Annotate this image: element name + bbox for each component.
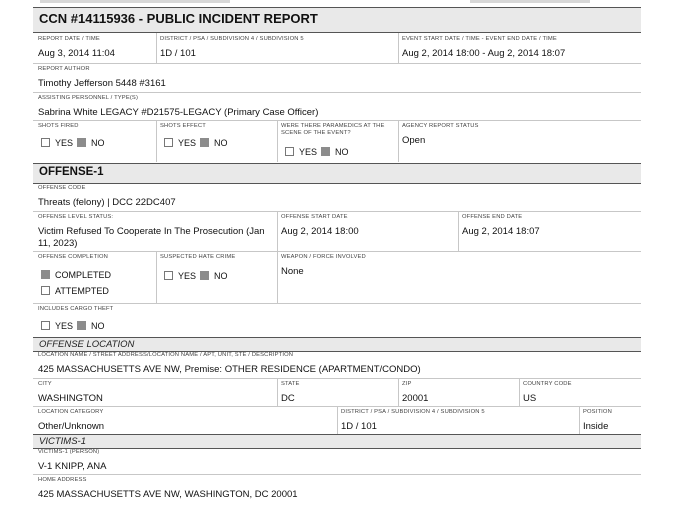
paramedics-yes-label: YES: [299, 147, 318, 157]
cargo-no-label: NO: [91, 321, 105, 331]
zip-label: ZIP: [402, 381, 412, 387]
offense-section-bar: [33, 163, 641, 184]
attempted-checkbox[interactable]: [41, 286, 50, 295]
offense-end-field: [462, 214, 637, 238]
hate-crime-options: [164, 271, 228, 281]
row-divider: [33, 92, 641, 93]
offense-start-field: [281, 214, 456, 238]
weapon-value: None: [281, 266, 304, 277]
report-title: CCN #14115936 - PUBLIC INCIDENT REPORT: [39, 11, 318, 26]
row-divider: [33, 303, 641, 304]
position-value: Inside: [583, 421, 609, 432]
report-author-value: Timothy Jefferson 5448 #3161: [38, 78, 166, 89]
location-name-value: 425 MASSACHUSETTS AVE NW, Premise: OTHER RESIDENCE (APARTMENT/CONDO): [38, 364, 421, 375]
completed-label: COMPLETED: [55, 270, 112, 280]
paramedics-label-line2: SCENE OF THE EVENT?: [281, 130, 351, 136]
event-dates-label: EVENT START DATE / TIME - EVENT END DATE / TIME: [402, 36, 557, 42]
home-address-value: 425 MASSACHUSETTS AVE NW, WASHINGTON, DC 20001: [38, 489, 298, 500]
country-value: US: [523, 393, 537, 404]
shots-effect-yes-checkbox[interactable]: [164, 138, 173, 147]
row-divider: [33, 378, 641, 379]
row-divider: [33, 251, 641, 252]
divider: [337, 406, 338, 434]
divider: [579, 406, 580, 434]
row-divider: [33, 211, 641, 212]
paramedics-no-label: NO: [335, 147, 349, 157]
hate-crime-no-checkbox[interactable]: [200, 271, 209, 280]
shots-effect-yes-label: YES: [178, 138, 197, 148]
shots-fired-label: SHOTS FIRED: [38, 123, 79, 129]
zip-value: 20001: [402, 393, 429, 404]
assisting-personnel-label: ASSISTING PERSONNEL / TYPE(S): [38, 95, 139, 101]
location-category-field: [38, 409, 333, 433]
location-district-value: 1D / 101: [341, 421, 377, 432]
divider: [398, 378, 399, 406]
location-name-field: [38, 352, 638, 376]
district-label: DISTRICT / PSA / SUBDIVISION 4 / SUBDIVISION 5: [160, 36, 304, 42]
cargo-theft-field: [38, 306, 113, 313]
incident-report: [33, 0, 641, 507]
cargo-theft-options: [41, 321, 105, 331]
paramedics-no-checkbox[interactable]: [321, 147, 330, 156]
city-label: CITY: [38, 381, 52, 387]
state-value: DC: [281, 393, 295, 404]
shots-effect-no-checkbox[interactable]: [200, 138, 209, 147]
event-dates-value: Aug 2, 2014 18:00 - Aug 2, 2014 18:07: [402, 48, 566, 59]
hate-crime-yes-checkbox[interactable]: [164, 271, 173, 280]
shots-fired-field: [38, 123, 79, 130]
shots-effect-options: [164, 138, 228, 148]
divider: [458, 211, 459, 251]
offense-level-field: [38, 214, 276, 250]
offense-completed-option: [41, 270, 111, 280]
divider: [156, 251, 157, 303]
offense-code-value: Threats (felony) | DCC 22DC407: [38, 197, 176, 208]
event-dates-field: [402, 36, 638, 60]
divider: [277, 251, 278, 303]
location-category-label: LOCATION CATEGORY: [38, 409, 104, 415]
offense-attempted-option: [41, 286, 109, 296]
cargo-yes-label: YES: [55, 321, 74, 331]
report-author-field: [38, 66, 628, 90]
offense-level-label: OFFENSE LEVEL STATUS:: [38, 214, 114, 220]
shots-fired-yes-label: YES: [55, 138, 74, 148]
agency-status-field: [402, 123, 602, 147]
divider: [277, 120, 278, 162]
agency-status-value: Open: [402, 135, 426, 146]
paramedics-yes-checkbox[interactable]: [285, 147, 294, 156]
offense-section-title: OFFENSE-1: [39, 166, 104, 178]
hate-crime-label: SUSPECTED HATE CRIME: [160, 254, 236, 260]
location-district-field: [341, 409, 576, 433]
row-divider: [33, 474, 641, 475]
row-divider: [33, 120, 641, 121]
assisting-personnel-value: Sabrina White LEGACY #D21575-LEGACY (Primary Case Officer): [38, 107, 319, 118]
weapon-field: [281, 254, 481, 278]
offense-completion-label: OFFENSE COMPLETION: [38, 254, 109, 260]
report-date-value: Aug 3, 2014 11:04: [38, 48, 115, 59]
weapon-label: WEAPON / FORCE INVOLVED: [281, 254, 366, 260]
report-date-label: REPORT DATE / TIME: [38, 36, 100, 42]
shots-effect-label: SHOTS EFFECT: [160, 123, 206, 129]
shots-fired-yes-checkbox[interactable]: [41, 138, 50, 147]
hate-crime-field: [160, 254, 235, 261]
position-label: POSITION: [583, 409, 612, 415]
attempted-label: ATTEMPTED: [55, 286, 109, 296]
home-address-field: [38, 477, 628, 501]
offense-level-line2: 11, 2023): [38, 238, 78, 249]
paramedics-options: [285, 147, 349, 157]
divider: [398, 33, 399, 63]
divider: [277, 378, 278, 406]
shots-fired-no-label: NO: [91, 138, 105, 148]
cargo-yes-checkbox[interactable]: [41, 321, 50, 330]
state-field: [281, 381, 391, 405]
cargo-theft-label: INCLUDES CARGO THEFT: [38, 306, 114, 312]
offense-location-bar: [33, 337, 641, 352]
country-label: COUNTRY CODE: [523, 381, 572, 387]
district-field: [160, 36, 395, 60]
offense-code-label: OFFENSE CODE: [38, 185, 86, 191]
city-field: [38, 381, 273, 405]
hate-crime-yes-label: YES: [178, 271, 197, 281]
report-date-field: [38, 36, 153, 60]
city-value: WASHINGTON: [38, 393, 103, 404]
paramedics-field: [281, 123, 396, 137]
offense-end-label: OFFENSE END DATE: [462, 214, 523, 220]
paramedics-label-line1: WERE THERE PARAMEDICS AT THE: [281, 123, 385, 129]
divider: [156, 120, 157, 162]
report-title-bar: [33, 7, 641, 33]
location-district-label: DISTRICT / PSA / SUBDIVISION 4 / SUBDIVISION 5: [341, 409, 485, 415]
state-label: STATE: [281, 381, 300, 387]
divider: [519, 378, 520, 406]
victim-person-value: V-1 KNIPP, ANA: [38, 461, 107, 472]
shots-fired-no-checkbox[interactable]: [77, 138, 86, 147]
row-divider: [33, 63, 641, 64]
completed-checkbox[interactable]: [41, 270, 50, 279]
home-address-label: HOME ADDRESS: [38, 477, 87, 483]
shots-effect-field: [160, 123, 206, 130]
offense-location-title: OFFENSE LOCATION: [39, 339, 135, 350]
shots-fired-options: [41, 138, 105, 148]
offense-start-label: OFFENSE START DATE: [281, 214, 348, 220]
victim-person-label: VICTIMS-1 (PERSON): [38, 449, 100, 455]
district-value: 1D / 101: [160, 48, 196, 59]
country-field: [523, 381, 633, 405]
location-category-value: Other/Unknown: [38, 421, 105, 432]
assisting-personnel-field: [38, 95, 628, 119]
cargo-no-checkbox[interactable]: [77, 321, 86, 330]
offense-start-value: Aug 2, 2014 18:00: [281, 226, 359, 237]
hate-crime-no-label: NO: [214, 271, 228, 281]
offense-completion-field: [38, 254, 108, 261]
victim-person-field: [38, 449, 628, 473]
location-name-label: LOCATION NAME / STREET ADDRESS/LOCATION NAME / APT, UNIT, STE / DESCRIPTION: [38, 352, 294, 358]
offense-level-line1: Victim Refused To Cooperate In The Prosecution (Jan: [38, 226, 265, 237]
position-field: [583, 409, 638, 433]
offense-end-value: Aug 2, 2014 18:07: [462, 226, 540, 237]
divider: [398, 120, 399, 162]
agency-status-label: AGENCY REPORT STATUS: [402, 123, 479, 129]
divider: [277, 211, 278, 251]
report-author-label: REPORT AUTHOR: [38, 66, 90, 72]
offense-code-field: [38, 185, 628, 209]
divider: [156, 33, 157, 63]
victims-section-title: VICTIMS-1: [39, 436, 86, 447]
zip-field: [402, 381, 512, 405]
shots-effect-no-label: NO: [214, 138, 228, 148]
victims-section-bar: [33, 434, 641, 449]
